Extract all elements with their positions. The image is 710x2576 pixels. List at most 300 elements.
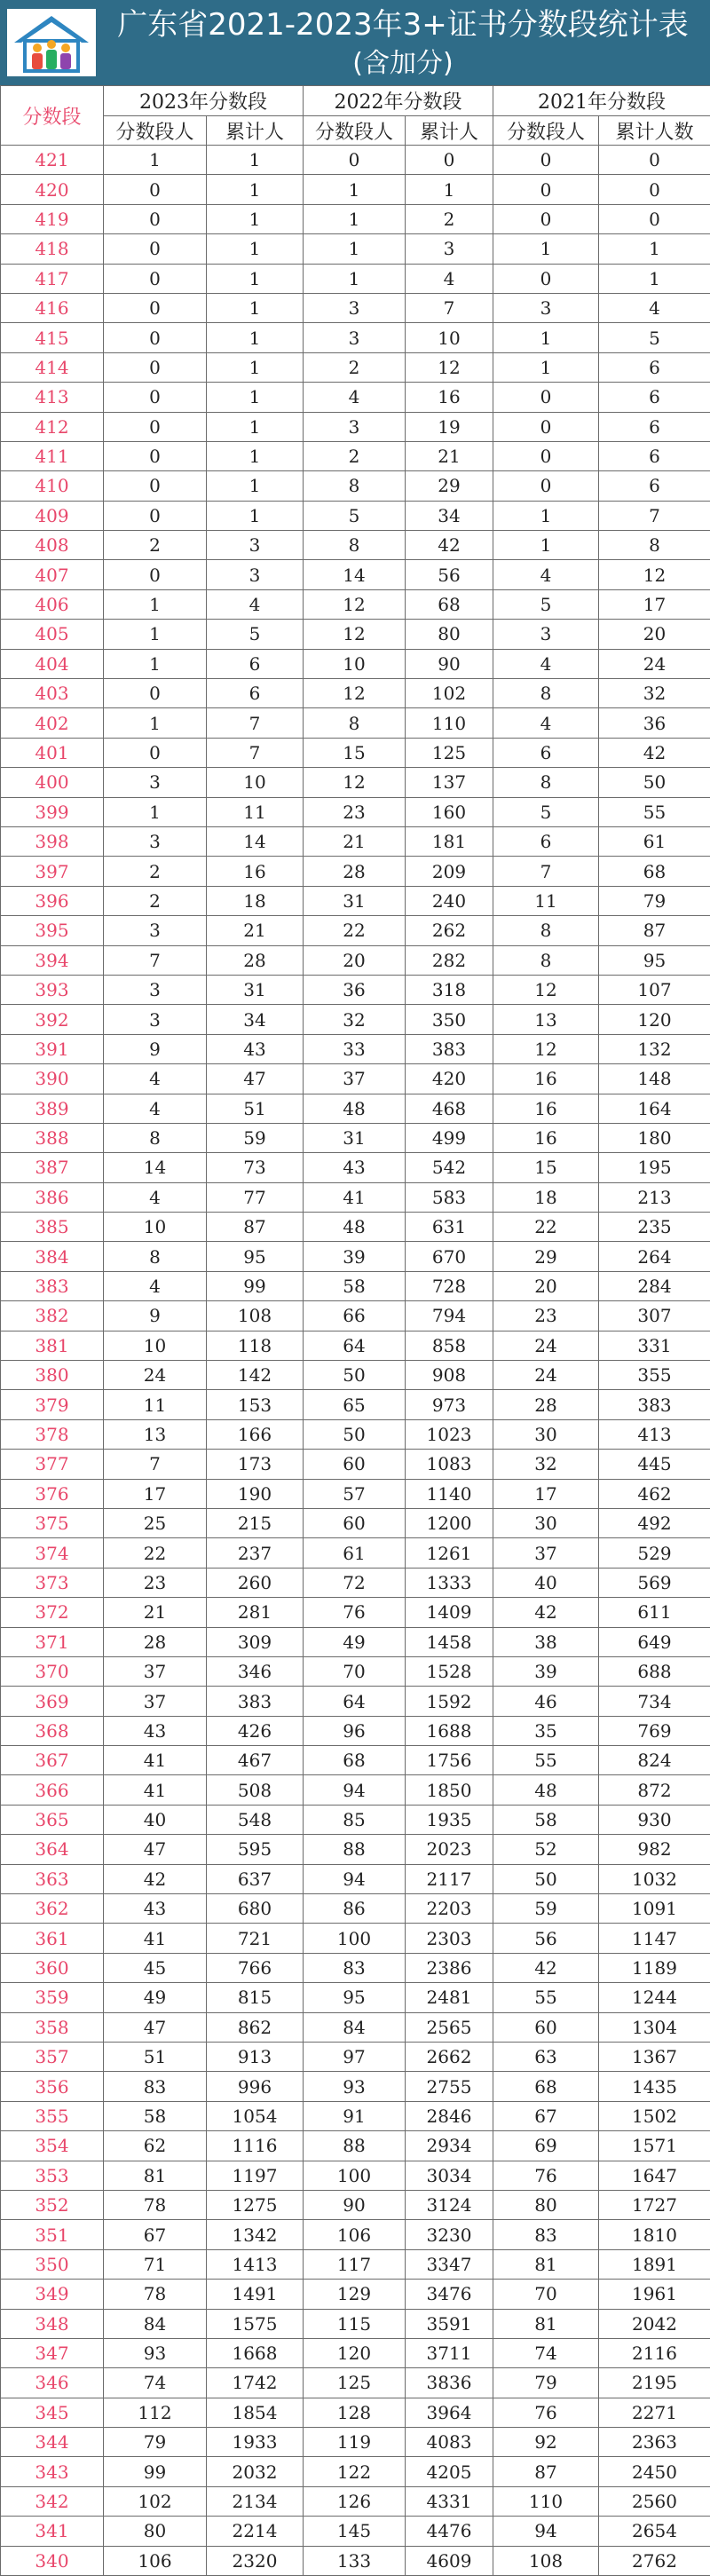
count-2022-cell: 39 — [304, 1242, 406, 1271]
score-cell: 380 — [1, 1361, 104, 1390]
count-2023-cell: 24 — [104, 1361, 207, 1390]
cumulative-2023-cell: 862 — [207, 2012, 304, 2042]
count-2022-cell: 91 — [304, 2101, 406, 2130]
table-row — [1, 146, 710, 175]
score-cell: 411 — [1, 441, 104, 470]
score-cell: 376 — [1, 1479, 104, 1508]
cumulative-2021-cell: 0 — [599, 204, 710, 233]
count-2022-cell: 8 — [304, 531, 406, 560]
cumulative-2023-cell: 215 — [207, 1508, 304, 1537]
count-2022-cell: 60 — [304, 1450, 406, 1479]
count-2023-cell: 3 — [104, 916, 207, 945]
score-cell: 415 — [1, 323, 104, 352]
count-2023-cell: 1 — [104, 649, 207, 678]
cumulative-2023-cell: 14 — [207, 826, 304, 856]
house-logo-icon — [7, 9, 96, 76]
cumulative-2023-cell: 2320 — [207, 2546, 304, 2575]
cumulative-2022-cell: 1261 — [406, 1538, 493, 1568]
count-2022-cell: 31 — [304, 886, 406, 915]
table-row — [1, 234, 710, 264]
count-2022-cell: 20 — [304, 945, 406, 975]
cumulative-2023-cell: 190 — [207, 1479, 304, 1508]
cumulative-2023-cell: 1 — [207, 293, 304, 322]
cumulative-2021-cell: 355 — [599, 1361, 710, 1390]
cumulative-2021-cell: 164 — [599, 1094, 710, 1123]
count-2021-cell: 108 — [493, 2546, 599, 2575]
count-2022-cell: 48 — [304, 1213, 406, 1242]
table-row — [1, 589, 710, 619]
score-cell: 358 — [1, 2012, 104, 2042]
count-2021-cell: 1 — [493, 323, 599, 352]
score-cell: 375 — [1, 1508, 104, 1537]
score-cell: 368 — [1, 1716, 104, 1745]
table-row — [1, 1687, 710, 1716]
count-2021-cell: 0 — [493, 175, 599, 204]
cumulative-2022-cell: 1528 — [406, 1656, 493, 1686]
cumulative-2021-cell: 413 — [599, 1419, 710, 1449]
sub-header-2021-cumulative: 累计人数 — [599, 116, 710, 146]
count-2023-cell: 0 — [104, 738, 207, 767]
count-2022-cell: 33 — [304, 1034, 406, 1063]
count-2022-cell: 122 — [304, 2457, 406, 2486]
count-2022-cell: 66 — [304, 1301, 406, 1331]
score-cell: 346 — [1, 2368, 104, 2398]
cumulative-2021-cell: 1891 — [599, 2249, 710, 2279]
cumulative-2023-cell: 166 — [207, 1419, 304, 1449]
cumulative-2021-cell: 148 — [599, 1064, 710, 1094]
cumulative-2022-cell: 2 — [406, 204, 493, 233]
cumulative-2023-cell: 1054 — [207, 2101, 304, 2130]
count-2022-cell: 94 — [304, 1864, 406, 1893]
score-cell: 403 — [1, 679, 104, 708]
count-2023-cell: 2 — [104, 857, 207, 886]
score-cell: 393 — [1, 975, 104, 1004]
count-2022-cell: 49 — [304, 1627, 406, 1656]
cumulative-2022-cell: 583 — [406, 1182, 493, 1212]
table-row — [1, 2517, 710, 2546]
cumulative-2023-cell: 2032 — [207, 2457, 304, 2486]
cumulative-2022-cell: 3034 — [406, 2161, 493, 2190]
cumulative-2023-cell: 426 — [207, 1716, 304, 1745]
count-2022-cell: 119 — [304, 2428, 406, 2457]
table-row — [1, 1627, 710, 1656]
count-2021-cell: 8 — [493, 768, 599, 797]
count-2023-cell: 10 — [104, 1213, 207, 1242]
count-2023-cell: 37 — [104, 1687, 207, 1716]
count-2023-cell: 14 — [104, 1153, 207, 1182]
score-cell: 340 — [1, 2546, 104, 2575]
count-2022-cell: 60 — [304, 1508, 406, 1537]
table-row — [1, 1301, 710, 1331]
count-2021-cell: 3 — [493, 293, 599, 322]
count-2023-cell: 21 — [104, 1598, 207, 1627]
cumulative-2022-cell: 2023 — [406, 1835, 493, 1864]
cumulative-2022-cell: 4205 — [406, 2457, 493, 2486]
cumulative-2021-cell: 7 — [599, 501, 710, 530]
cumulative-2022-cell: 181 — [406, 826, 493, 856]
sub-header-2021-count: 分数段人 — [493, 116, 599, 146]
count-2023-cell: 13 — [104, 1419, 207, 1449]
cumulative-2023-cell: 1575 — [207, 2309, 304, 2338]
table-row — [1, 886, 710, 915]
cumulative-2021-cell: 12 — [599, 560, 710, 589]
count-2021-cell: 48 — [493, 1775, 599, 1805]
score-column-header: 分数段 — [1, 86, 104, 146]
cumulative-2022-cell: 2117 — [406, 1864, 493, 1893]
cumulative-2022-cell: 42 — [406, 531, 493, 560]
count-2022-cell: 126 — [304, 2486, 406, 2516]
cumulative-2023-cell: 913 — [207, 2043, 304, 2072]
cumulative-2022-cell: 1756 — [406, 1746, 493, 1775]
table-row — [1, 1153, 710, 1182]
table-row — [1, 1390, 710, 1419]
count-2023-cell: 1 — [104, 620, 207, 649]
cumulative-2023-cell: 118 — [207, 1331, 304, 1360]
table-row — [1, 1479, 710, 1508]
count-2021-cell: 12 — [493, 975, 599, 1004]
count-2023-cell: 3 — [104, 975, 207, 1004]
cumulative-2021-cell: 1367 — [599, 2043, 710, 2072]
count-2021-cell: 24 — [493, 1361, 599, 1390]
cumulative-2023-cell: 1854 — [207, 2398, 304, 2427]
cumulative-2022-cell: 1409 — [406, 1598, 493, 1627]
score-cell: 373 — [1, 1568, 104, 1597]
score-cell: 394 — [1, 945, 104, 975]
count-2021-cell: 0 — [493, 441, 599, 470]
cumulative-2023-cell: 595 — [207, 1835, 304, 1864]
count-2021-cell: 13 — [493, 1005, 599, 1034]
table-row — [1, 1598, 710, 1627]
count-2022-cell: 28 — [304, 857, 406, 886]
count-2022-cell: 12 — [304, 620, 406, 649]
count-2023-cell: 0 — [104, 471, 207, 501]
count-2021-cell: 79 — [493, 2368, 599, 2398]
count-2021-cell: 1 — [493, 531, 599, 560]
score-cell: 386 — [1, 1182, 104, 1212]
count-2021-cell: 28 — [493, 1390, 599, 1419]
count-2022-cell: 68 — [304, 1746, 406, 1775]
count-2022-cell: 5 — [304, 501, 406, 530]
cumulative-2023-cell: 1 — [207, 175, 304, 204]
count-2023-cell: 0 — [104, 560, 207, 589]
cumulative-2021-cell: 8 — [599, 531, 710, 560]
cumulative-2022-cell: 3711 — [406, 2338, 493, 2367]
cumulative-2021-cell: 20 — [599, 620, 710, 649]
count-2023-cell: 17 — [104, 1479, 207, 1508]
count-2023-cell: 0 — [104, 293, 207, 322]
cumulative-2021-cell: 6 — [599, 383, 710, 412]
count-2021-cell: 8 — [493, 679, 599, 708]
cumulative-2022-cell: 3591 — [406, 2309, 493, 2338]
cumulative-2022-cell: 56 — [406, 560, 493, 589]
cumulative-2022-cell: 3124 — [406, 2190, 493, 2219]
count-2023-cell: 41 — [104, 1775, 207, 1805]
cumulative-2022-cell: 4476 — [406, 2517, 493, 2546]
count-2021-cell: 42 — [493, 1953, 599, 1982]
count-2021-cell: 11 — [493, 886, 599, 915]
count-2023-cell: 1 — [104, 589, 207, 619]
cumulative-2022-cell: 21 — [406, 441, 493, 470]
cumulative-2022-cell: 10 — [406, 323, 493, 352]
cumulative-2023-cell: 16 — [207, 857, 304, 886]
score-cell: 350 — [1, 2249, 104, 2279]
score-cell: 374 — [1, 1538, 104, 1568]
count-2022-cell: 57 — [304, 1479, 406, 1508]
count-2022-cell: 95 — [304, 1983, 406, 2012]
table-row — [1, 1805, 710, 1834]
table-row — [1, 175, 710, 204]
cumulative-2022-cell: 1688 — [406, 1716, 493, 1745]
score-cell: 359 — [1, 1983, 104, 2012]
score-cell: 377 — [1, 1450, 104, 1479]
count-2023-cell: 58 — [104, 2101, 207, 2130]
count-2023-cell: 4 — [104, 1182, 207, 1212]
score-cell: 406 — [1, 589, 104, 619]
count-2021-cell: 58 — [493, 1805, 599, 1834]
count-2021-cell: 0 — [493, 383, 599, 412]
cumulative-2021-cell: 36 — [599, 708, 710, 738]
cumulative-2022-cell: 80 — [406, 620, 493, 649]
score-cell: 356 — [1, 2072, 104, 2101]
table-row — [1, 2398, 710, 2427]
score-cell: 352 — [1, 2190, 104, 2219]
count-2022-cell: 145 — [304, 2517, 406, 2546]
count-2022-cell: 1 — [304, 175, 406, 204]
score-cell: 349 — [1, 2280, 104, 2309]
table-row — [1, 1331, 710, 1360]
count-2022-cell: 61 — [304, 1538, 406, 1568]
count-2023-cell: 4 — [104, 1271, 207, 1300]
count-2021-cell: 46 — [493, 1687, 599, 1716]
table-row — [1, 1983, 710, 2012]
table-row — [1, 1656, 710, 1686]
table-row — [1, 2368, 710, 2398]
count-2021-cell: 63 — [493, 2043, 599, 2072]
cumulative-2023-cell: 1275 — [207, 2190, 304, 2219]
year-header-2023: 2023年分数段 — [104, 86, 304, 116]
cumulative-2021-cell: 383 — [599, 1390, 710, 1419]
cumulative-2022-cell: 2846 — [406, 2101, 493, 2130]
table-row — [1, 383, 710, 412]
count-2023-cell: 112 — [104, 2398, 207, 2427]
cumulative-2021-cell: 462 — [599, 1479, 710, 1508]
table-row — [1, 1213, 710, 1242]
count-2021-cell: 80 — [493, 2190, 599, 2219]
count-2023-cell: 1 — [104, 797, 207, 826]
cumulative-2021-cell: 982 — [599, 1835, 710, 1864]
cumulative-2022-cell: 12 — [406, 352, 493, 382]
cumulative-2023-cell: 87 — [207, 1213, 304, 1242]
cumulative-2022-cell: 670 — [406, 1242, 493, 1271]
cumulative-2021-cell: 50 — [599, 768, 710, 797]
count-2023-cell: 4 — [104, 1094, 207, 1123]
cumulative-2021-cell: 688 — [599, 1656, 710, 1686]
count-2023-cell: 0 — [104, 264, 207, 293]
table-row — [1, 1924, 710, 1953]
cumulative-2023-cell: 996 — [207, 2072, 304, 2101]
cumulative-2023-cell: 73 — [207, 1153, 304, 1182]
year-header-2022: 2022年分数段 — [304, 86, 493, 116]
count-2023-cell: 23 — [104, 1568, 207, 1597]
cumulative-2023-cell: 2214 — [207, 2517, 304, 2546]
table-row — [1, 1123, 710, 1152]
cumulative-2023-cell: 43 — [207, 1034, 304, 1063]
count-2022-cell: 1 — [304, 264, 406, 293]
table-row — [1, 708, 710, 738]
cumulative-2021-cell: 2363 — [599, 2428, 710, 2457]
cumulative-2021-cell: 87 — [599, 916, 710, 945]
cumulative-2021-cell: 1727 — [599, 2190, 710, 2219]
table-row — [1, 1271, 710, 1300]
score-cell: 401 — [1, 738, 104, 767]
cumulative-2022-cell: 728 — [406, 1271, 493, 1300]
count-2021-cell: 37 — [493, 1538, 599, 1568]
count-2021-cell: 40 — [493, 1568, 599, 1597]
count-2022-cell: 129 — [304, 2280, 406, 2309]
cumulative-2023-cell: 1 — [207, 264, 304, 293]
count-2023-cell: 22 — [104, 1538, 207, 1568]
count-2023-cell: 102 — [104, 2486, 207, 2516]
table-row — [1, 1864, 710, 1893]
cumulative-2023-cell: 18 — [207, 886, 304, 915]
count-2023-cell: 67 — [104, 2220, 207, 2249]
table-row — [1, 2161, 710, 2190]
table-row — [1, 2190, 710, 2219]
count-2023-cell: 3 — [104, 826, 207, 856]
table-row — [1, 2012, 710, 2042]
count-2023-cell: 43 — [104, 1894, 207, 1924]
count-2023-cell: 41 — [104, 1924, 207, 1953]
count-2023-cell: 74 — [104, 2368, 207, 2398]
cumulative-2023-cell: 383 — [207, 1687, 304, 1716]
count-2021-cell: 18 — [493, 1182, 599, 1212]
score-cell: 345 — [1, 2398, 104, 2427]
count-2022-cell: 4 — [304, 383, 406, 412]
cumulative-2023-cell: 1 — [207, 146, 304, 175]
table-row — [1, 471, 710, 501]
score-cell: 355 — [1, 2101, 104, 2130]
count-2023-cell: 25 — [104, 1508, 207, 1537]
score-cell: 381 — [1, 1331, 104, 1360]
count-2022-cell: 64 — [304, 1687, 406, 1716]
cumulative-2023-cell: 153 — [207, 1390, 304, 1419]
cumulative-2021-cell: 529 — [599, 1538, 710, 1568]
count-2021-cell: 16 — [493, 1064, 599, 1094]
score-cell: 370 — [1, 1656, 104, 1686]
cumulative-2021-cell: 2654 — [599, 2517, 710, 2546]
count-2021-cell: 32 — [493, 1450, 599, 1479]
count-2021-cell: 24 — [493, 1331, 599, 1360]
sub-header-2023-cumulative: 累计人 — [207, 116, 304, 146]
table-row — [1, 1419, 710, 1449]
table-row — [1, 1182, 710, 1212]
count-2022-cell: 12 — [304, 768, 406, 797]
count-2022-cell: 106 — [304, 2220, 406, 2249]
cumulative-2021-cell: 734 — [599, 1687, 710, 1716]
count-2021-cell: 4 — [493, 708, 599, 738]
count-2022-cell: 93 — [304, 2072, 406, 2101]
score-cell: 407 — [1, 560, 104, 589]
count-2021-cell: 42 — [493, 1598, 599, 1627]
table-body — [1, 146, 710, 2576]
count-2023-cell: 10 — [104, 1331, 207, 1360]
cumulative-2023-cell: 77 — [207, 1182, 304, 1212]
count-2021-cell: 55 — [493, 1983, 599, 2012]
score-cell: 364 — [1, 1835, 104, 1864]
cumulative-2021-cell: 1147 — [599, 1924, 710, 1953]
count-2023-cell: 0 — [104, 412, 207, 441]
cumulative-2022-cell: 3476 — [406, 2280, 493, 2309]
cumulative-2021-cell: 2450 — [599, 2457, 710, 2486]
score-cell: 408 — [1, 531, 104, 560]
table-row — [1, 1450, 710, 1479]
cumulative-2022-cell: 1850 — [406, 1775, 493, 1805]
score-cell: 372 — [1, 1598, 104, 1627]
count-2022-cell: 115 — [304, 2309, 406, 2338]
cumulative-2022-cell: 2203 — [406, 1894, 493, 1924]
score-cell: 362 — [1, 1894, 104, 1924]
cumulative-2021-cell: 569 — [599, 1568, 710, 1597]
cumulative-2022-cell: 1333 — [406, 1568, 493, 1597]
cumulative-2023-cell: 680 — [207, 1894, 304, 1924]
count-2023-cell: 1 — [104, 708, 207, 738]
count-2022-cell: 15 — [304, 738, 406, 767]
score-cell: 395 — [1, 916, 104, 945]
cumulative-2022-cell: 908 — [406, 1361, 493, 1390]
cumulative-2021-cell: 17 — [599, 589, 710, 619]
cumulative-2023-cell: 10 — [207, 768, 304, 797]
cumulative-2022-cell: 499 — [406, 1123, 493, 1152]
table-row — [1, 441, 710, 470]
count-2022-cell: 41 — [304, 1182, 406, 1212]
score-cell: 400 — [1, 768, 104, 797]
cumulative-2021-cell: 824 — [599, 1746, 710, 1775]
cumulative-2022-cell: 29 — [406, 471, 493, 501]
count-2022-cell: 90 — [304, 2190, 406, 2219]
sub-header-2022-count: 分数段人 — [304, 116, 406, 146]
score-cell: 384 — [1, 1242, 104, 1271]
table-row — [1, 620, 710, 649]
score-cell: 417 — [1, 264, 104, 293]
cumulative-2023-cell: 1 — [207, 412, 304, 441]
count-2022-cell: 70 — [304, 1656, 406, 1686]
cumulative-2023-cell: 31 — [207, 975, 304, 1004]
cumulative-2021-cell: 331 — [599, 1331, 710, 1360]
cumulative-2023-cell: 28 — [207, 945, 304, 975]
count-2021-cell: 4 — [493, 560, 599, 589]
table-row — [1, 2338, 710, 2367]
cumulative-2021-cell: 5 — [599, 323, 710, 352]
count-2022-cell: 21 — [304, 826, 406, 856]
count-2023-cell: 0 — [104, 383, 207, 412]
count-2021-cell: 76 — [493, 2398, 599, 2427]
score-cell: 347 — [1, 2338, 104, 2367]
cumulative-2022-cell: 3964 — [406, 2398, 493, 2427]
cumulative-2023-cell: 1 — [207, 501, 304, 530]
count-2023-cell: 106 — [104, 2546, 207, 2575]
count-2022-cell: 85 — [304, 1805, 406, 1834]
cumulative-2022-cell: 1935 — [406, 1805, 493, 1834]
cumulative-2023-cell: 1 — [207, 352, 304, 382]
cumulative-2023-cell: 1116 — [207, 2131, 304, 2161]
table-row — [1, 560, 710, 589]
count-2023-cell: 0 — [104, 204, 207, 233]
score-cell: 387 — [1, 1153, 104, 1182]
count-2023-cell: 45 — [104, 1953, 207, 1982]
cumulative-2021-cell: 235 — [599, 1213, 710, 1242]
cumulative-2023-cell: 59 — [207, 1123, 304, 1152]
table-row — [1, 1508, 710, 1537]
